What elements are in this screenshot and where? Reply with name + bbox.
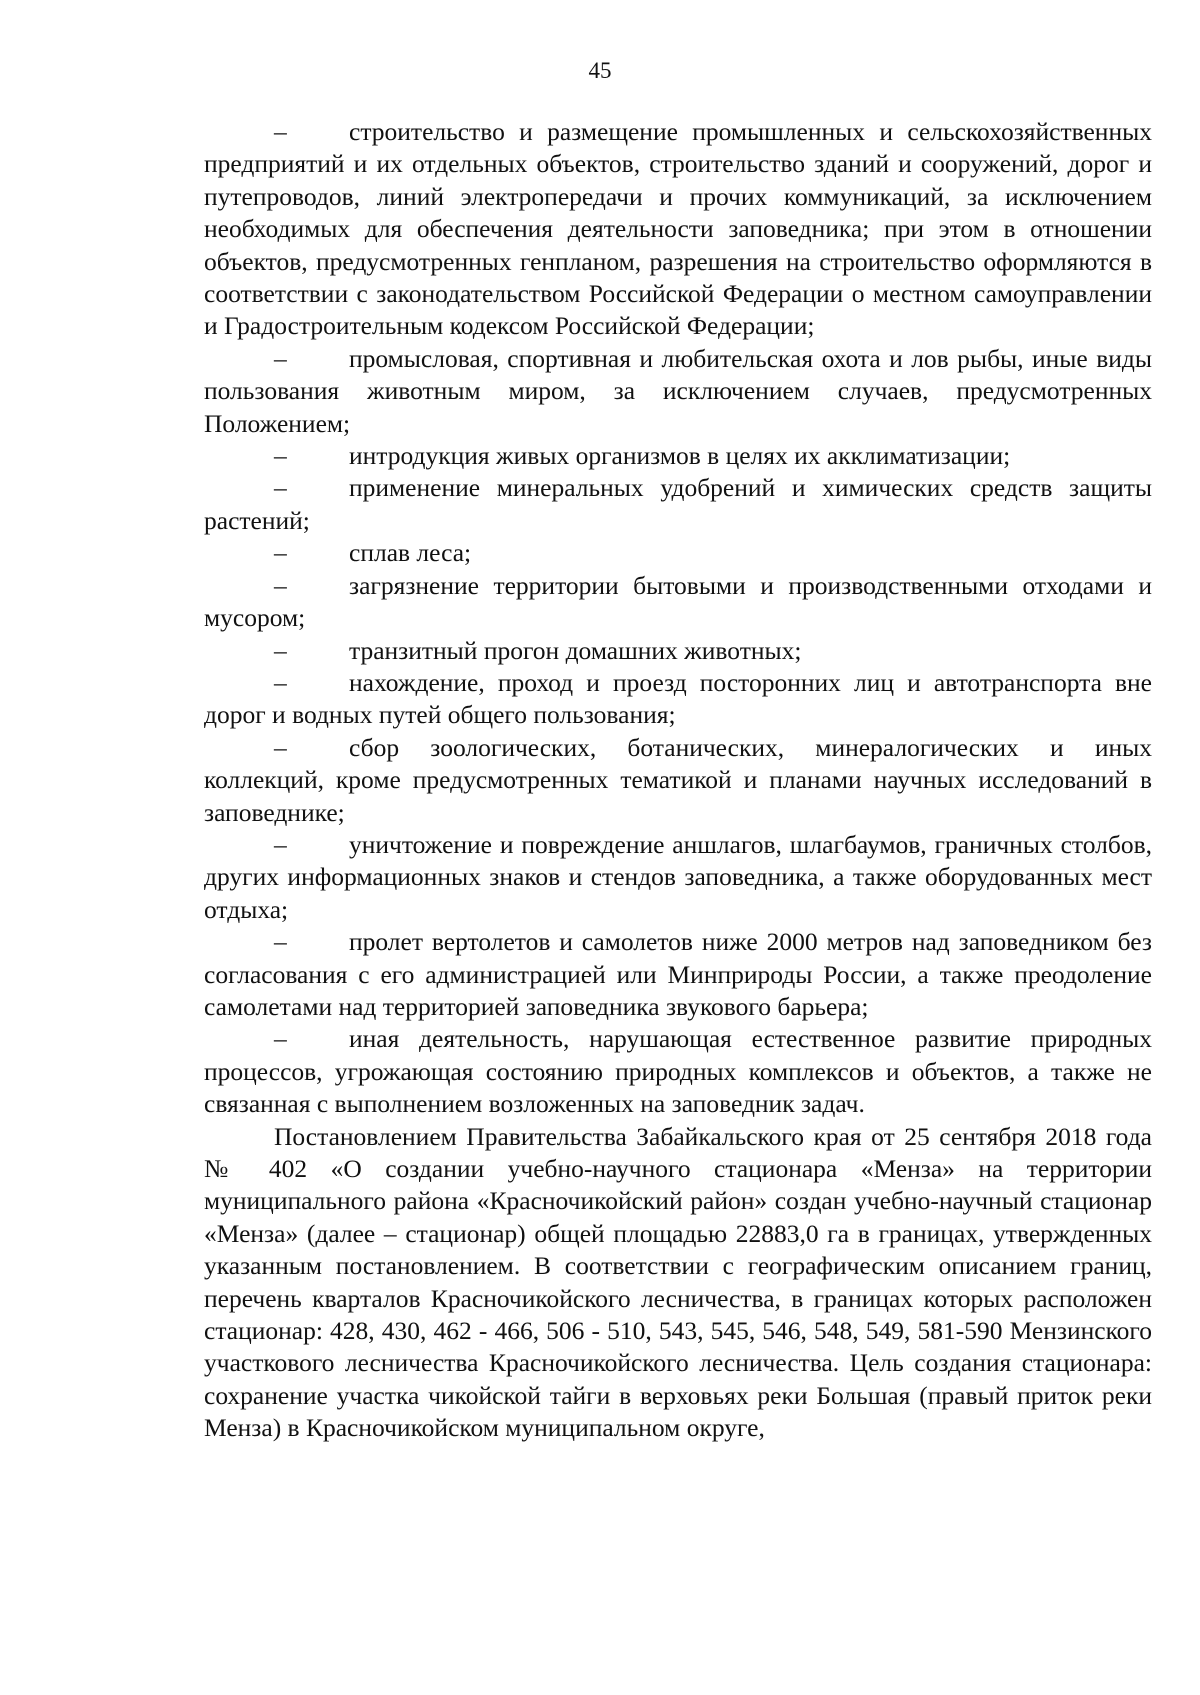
dash-marker: –: [274, 538, 287, 568]
dash-marker: –: [274, 732, 287, 762]
dash-marker: –: [274, 570, 287, 600]
dash-marker: –: [274, 927, 287, 957]
list-item: [204, 926, 1152, 1023]
list-item: [204, 472, 1152, 537]
list-item-text: сбор зоологических, ботанических, минералогических и иных коллекций, кроме предусмотренных тематикой и планами научных исследований в заповеднике;: [204, 732, 1152, 827]
page-number: 45: [588, 58, 612, 83]
list-item-text: интродукция живых организмов в целях их акклиматизации;: [349, 441, 1011, 471]
list-item: [204, 829, 1152, 926]
list-item-text: пролет вертолетов и самолетов ниже 2000 метров над заповедником без согласования с его администрацией или Минприроды России, а также преодоление самолетами над территорией заповедника звукового барьера;: [204, 927, 1152, 1021]
list-item: [204, 635, 1152, 667]
list-item-text: уничтожение и повреждение аншлагов, шлагбаумов, граничных столбов, других информационных знаков и стендов заповедника, а также оборудованных мест отдыха;: [204, 829, 1152, 924]
list-item: [204, 1023, 1152, 1120]
list-item: [204, 570, 1152, 635]
list-item-text: строительство и размещение промышленных и сельскохозяйственных предприятий и их отдельных объектов, строительство зданий и сооружений, дорог и путепроводов, линий электропередачи и прочих коммуникаций, за исключением необходимых для обеспечения деятельности заповедника; при этом в отношении объектов, предусмотренных генпланом, разрешения на строительство оформляются в соответствии с законодательством Российской Федерации о местном самоуправлении и Градостроительным кодексом Российской Федерации;: [204, 117, 1152, 341]
dash-marker: –: [274, 1024, 287, 1054]
list-item-text: промысловая, спортивная и любительская охота и лов рыбы, иные виды пользования животным миром, за исключением случаев, предусмотренных Положением;: [204, 343, 1152, 438]
dash-marker: –: [274, 343, 287, 373]
list-item: [204, 116, 1152, 343]
list-item: [204, 440, 1152, 472]
document-body: [204, 116, 1152, 1445]
list-item-text: применение минеральных удобрений и химических средств защиты растений;: [204, 473, 1152, 535]
dash-marker: –: [274, 441, 287, 471]
list-item: [204, 732, 1152, 829]
body-paragraph: Постановлением Правительства Забайкальского края от 25 сентября 2018 года № 402 «О создании учебно-научного стационара «Менза» на территории муниципального района «Красночикойский район» создан учебно-научный стационар «Менза» (далее – стационар) общей площадью 22883,0 га в границах, утвержденных указанным постановлением. В соответствии с географическим описанием границ, перечень кварталов Красночикойского лесничества, в границах которых расположен стационар: 428, 430, 462 - 466, 506 - 510, 543, 545, 546, 548, 549, 581-590 Мензинского участкового лесничества Красночикойского лесничества. Цель создания стационара: сохранение участка чикойской тайги в верховьях реки Большая (правый приток реки Менза) в Красночикойском муниципальном округе,: [204, 1121, 1152, 1443]
dash-marker: –: [274, 117, 287, 146]
list-item: [204, 667, 1152, 732]
list-item-text: нахождение, проход и проезд посторонних лиц и автотранспорта вне дорог и водных путей общего пользования;: [204, 667, 1152, 730]
dash-marker: –: [274, 829, 287, 859]
list-item-text: иная деятельность, нарушающая естественное развитие природных процессов, угрожающая состоянию природных комплексов и объектов, а также не связанная с выполнением возложенных на заповедник задач.: [204, 1024, 1152, 1119]
list-item-text: загрязнение территории бытовыми и производственными отходами и мусором;: [204, 570, 1152, 633]
list-item-text: сплав леса;: [349, 538, 472, 568]
dash-marker: –: [274, 635, 287, 665]
list-item-text: транзитный прогон домашних животных;: [349, 635, 802, 665]
list-item: [204, 537, 1152, 569]
dash-marker: –: [274, 667, 287, 697]
dash-marker: –: [274, 473, 287, 503]
list-item: [204, 343, 1152, 440]
